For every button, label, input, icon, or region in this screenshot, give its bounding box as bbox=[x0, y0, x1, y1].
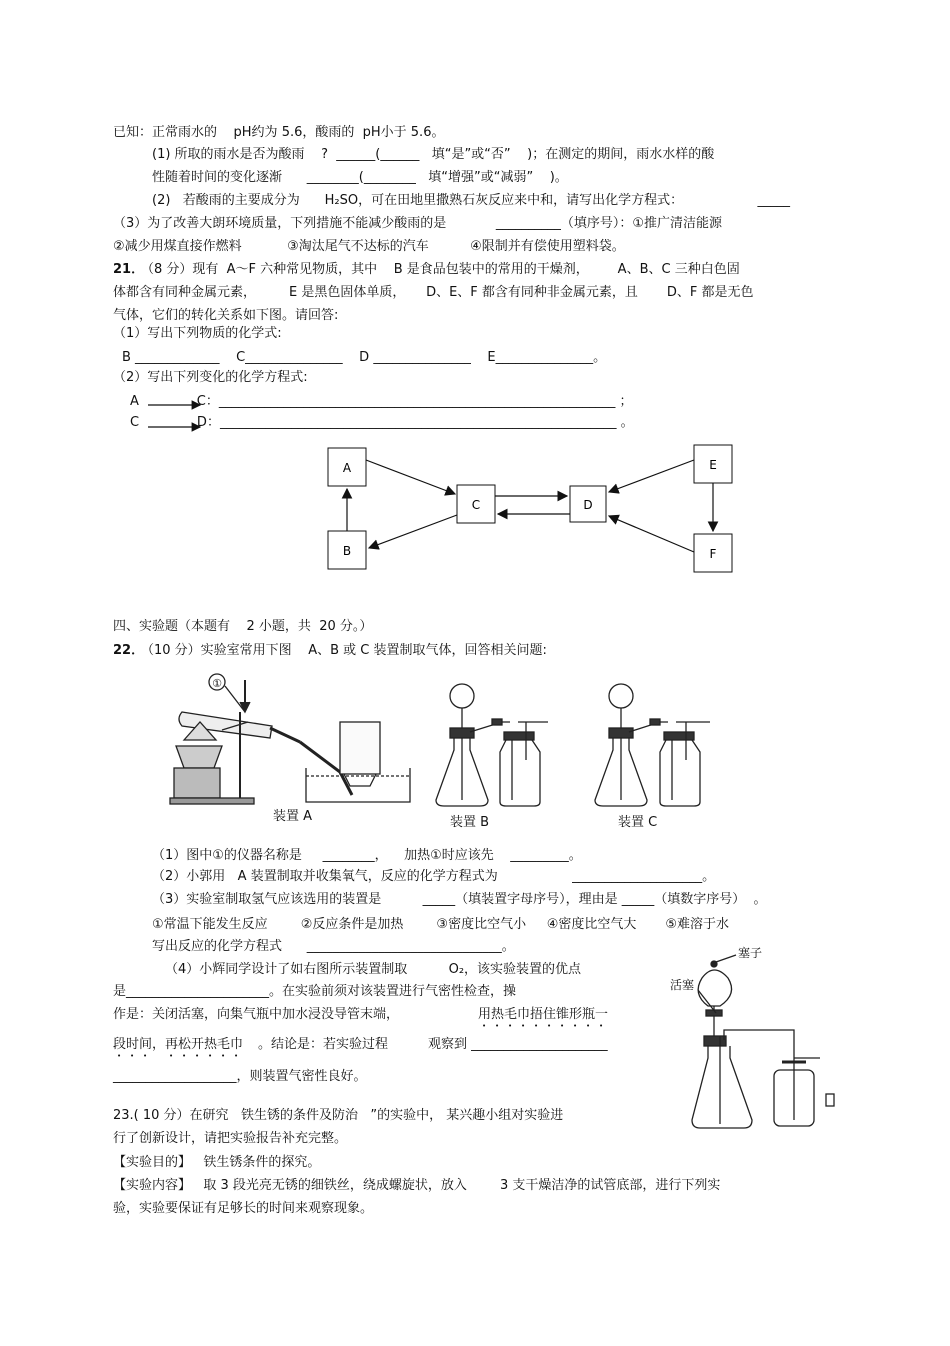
text-line: （8 分）现有 A～F 六种常见物质，其中 B 是食品包装中的常用的干燥剂， A、B、C 三种白色固 bbox=[141, 262, 740, 277]
text-line: C D：_____________________________________________________________ 。 bbox=[130, 415, 634, 430]
text-line: (1) 所取的雨水是否为酸雨 ? ______(______ 填“是”或“否” )；在测定的期间，雨水水样的酸 bbox=[152, 147, 715, 162]
text-line: A C：_____________________________________________________________ ； bbox=[130, 394, 633, 409]
text-line: 已知：正常雨水的 pH约为 5.6，酸雨的 pH小于 5.6。 bbox=[113, 125, 445, 140]
text-line: （3）实验室制取氢气应该选用的装置是 _____（填装置字母序号），理由是 _____（填数字序号） 。 bbox=[152, 892, 767, 907]
text-line: （3）为了改善大朗环境质量，下列措施不能减少酸雨的是 __________（填序号）：①推广清洁能源 bbox=[113, 216, 723, 231]
text-line: 气体，它们的转化关系如下图。请回答: bbox=[113, 308, 339, 323]
section-heading: 四、实验题（本题有 2 小题，共 20 分。） bbox=[113, 619, 373, 634]
text-line: 行了创新设计，请把实验报告补充完整。 bbox=[113, 1131, 348, 1146]
apparatus-b-label: 装置 B bbox=[450, 815, 490, 830]
text-line: 。结论是：若实验过程 bbox=[258, 1037, 389, 1052]
text-line-emphasis: 段时间，再松开热毛巾 bbox=[113, 1037, 244, 1052]
text-line: 作是：关闭活塞，向集气瓶中加水浸没导管末端， bbox=[113, 1007, 457, 1022]
stopper-label: 塞子 bbox=[738, 946, 763, 960]
node-label: D bbox=[583, 498, 593, 512]
text-line: (2) 若酸雨的主要成分为 H₂SO，可在田地里撒熟石灰反应来中和，请写出化学方程式： _____ bbox=[152, 193, 790, 208]
text-line: （4）小辉同学设计了如右图所示装置制取 O₂，该实验装置的优点 bbox=[165, 962, 582, 977]
question-number: 22． bbox=[113, 643, 145, 658]
node-label: B bbox=[342, 544, 352, 558]
text-line: ___________________，则装置气密性良好。 bbox=[113, 1069, 367, 1084]
node-label: E bbox=[709, 458, 717, 472]
text-line: ①常温下能发生反应 ②反应条件是加热 ③密度比空气小 ④密度比空气大 ⑤难溶于水 bbox=[152, 917, 729, 932]
text-line: ②减少用煤直接作燃料 ③淘汰尾气不达标的汽车 ④限制并有偿使用塑料袋。 bbox=[113, 239, 625, 254]
marker-label: ① bbox=[212, 677, 222, 690]
text-line: （10 分）实验室常用下图 A、B 或 C 装置制取气体，回答相关问题: bbox=[141, 643, 547, 658]
valve-label: 活塞 bbox=[670, 978, 695, 992]
text-line: （2）小郭用 A 装置制取并收集氧气，反应的化学方程式为 ____________________。 bbox=[152, 869, 716, 884]
node-label: F bbox=[709, 547, 717, 561]
text-line: 【实验内容】 取 3 段光亮无锈的细铁丝，绕成螺旋状，放入 3 支干燥洁净的试管底部，进行下列实 bbox=[113, 1178, 721, 1193]
question-number: 21． bbox=[113, 262, 145, 277]
text-line: （2）写出下列变化的化学方程式: bbox=[113, 370, 308, 385]
text-line: B _____________ C_______________ D _______________ E_______________。 bbox=[122, 350, 607, 365]
node-label: A bbox=[342, 461, 352, 475]
text-line: 【实验目的】 铁生锈条件的探究。 bbox=[113, 1155, 321, 1170]
apparatus-a-label: 装置 A bbox=[273, 809, 313, 824]
text-line: 验，实验要保证有足够长的时间来观察现象。 bbox=[113, 1201, 374, 1216]
text-line: 观察到 _____________________ bbox=[428, 1037, 608, 1052]
text-line: （1）写出下列物质的化学式: bbox=[113, 326, 282, 341]
text-line-emphasis: 用热毛巾捂住锥形瓶一 bbox=[478, 1007, 609, 1022]
text-line: 写出反应的化学方程式 ______________________________。 bbox=[152, 939, 515, 954]
node-label: C bbox=[471, 498, 481, 512]
text-line: （1）图中①的仪器名称是 ________， 加热①时应该先 _________。 bbox=[152, 848, 582, 863]
text-line: 体都含有同种金属元素， E 是黑色固体单质， D、E、F 都含有同种非金属元素，且 D、F 都是无色 bbox=[113, 285, 754, 300]
text-line: 性随着时间的变化逐渐 ________(________ 填“增强”或“减弱” )。 bbox=[152, 170, 568, 185]
text-line: 是______________________。在实验前须对该装置进行气密性检查，操 bbox=[113, 984, 517, 999]
apparatus-c-label: 装置 C bbox=[618, 815, 658, 830]
text-line: 23.( 10 分）在研究 铁生锈的条件及防治 ”的实验中， 某兴趣小组对实验进 bbox=[113, 1108, 564, 1123]
